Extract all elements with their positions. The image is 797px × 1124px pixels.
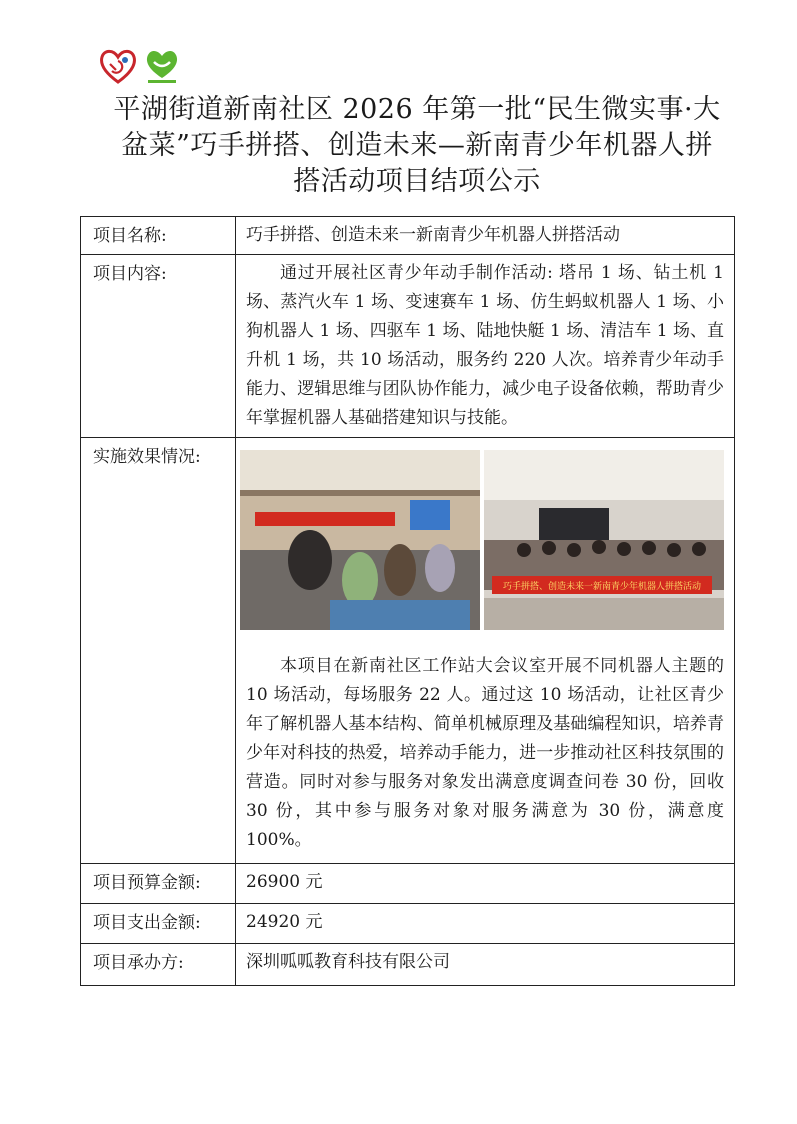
title-line-2: 盆菜”巧手拼搭、创造未来—新南青少年机器人拼 (121, 130, 713, 161)
activity-photo-classroom (240, 450, 480, 630)
page-title (92, 92, 742, 200)
table-row (81, 217, 735, 255)
table-row (81, 438, 735, 864)
row-value-name: 巧手拼搭、创造未来一新南青少年机器人拼搭活动 (236, 217, 735, 255)
logo-group (98, 42, 182, 90)
activity-photo-group (484, 450, 724, 630)
row-value-expense: 24920 元 (236, 904, 735, 944)
table-row (81, 904, 735, 944)
row-label-budget: 项目预算金额: (81, 864, 236, 904)
table-row (81, 255, 735, 438)
row-value-content-cell (236, 255, 735, 438)
row-value-content: 通过开展社区青少年动手制作活动: 塔吊 1 场、钻土机 1 场、蒸汽火车 1 场、变速赛车 1 场、仿生蚂蚁机器人 1 场、小狗机器人 1 场、四驱车 1 场、陆地快艇 1 场、清洁车 1 场、直升机 1 场，共 10 场活动，服务约 220 人次。培养青少年动手能力、逻辑思维与团队协作能力，减少电子设备依赖，帮助青少年掌握机器人基础搭建知识与技能。 (246, 263, 724, 428)
row-label-organizer: 项目承办方: (81, 944, 236, 986)
table-row (81, 944, 735, 986)
row-label-name: 项目名称: (81, 217, 236, 255)
table-row (81, 864, 735, 904)
row-value-effect-cell (236, 438, 735, 864)
community-green-logo-icon (142, 44, 182, 88)
group-banner-text: 巧手拼搭、创造未来一新南青少年机器人拼搭活动 (502, 582, 702, 592)
heart-party-logo-icon (98, 44, 138, 88)
row-label-content: 项目内容: (81, 255, 236, 438)
row-label-effect: 实施效果情况: (81, 438, 236, 864)
row-value-organizer: 深圳呱呱教育科技有限公司 (236, 944, 735, 986)
title-line-1: 平湖街道新南社区 2026 年第一批“民生微实事·大 (113, 94, 721, 125)
photo-strip (240, 450, 724, 630)
row-value-budget: 26900 元 (236, 864, 735, 904)
row-label-expense: 项目支出金额: (81, 904, 236, 944)
row-value-effect: 本项目在新南社区工作站大会议室开展不同机器人主题的 10 场活动，每场服务 22 人。通过这 10 场活动，让社区青少年了解机器人基本结构、简单机械原理及基础编程知识，培养青少年对科技的热爱，培养动手能力，进一步推动社区科技氛围的营造。同时对参与服务对象发出满意度调查问卷 30 份，回收 30 份，其中参与服务对象对服务满意为 30 份，满意度 100%。 (246, 656, 724, 850)
title-line-3: 搭活动项目结项公示 (293, 166, 541, 197)
project-table (80, 216, 735, 986)
